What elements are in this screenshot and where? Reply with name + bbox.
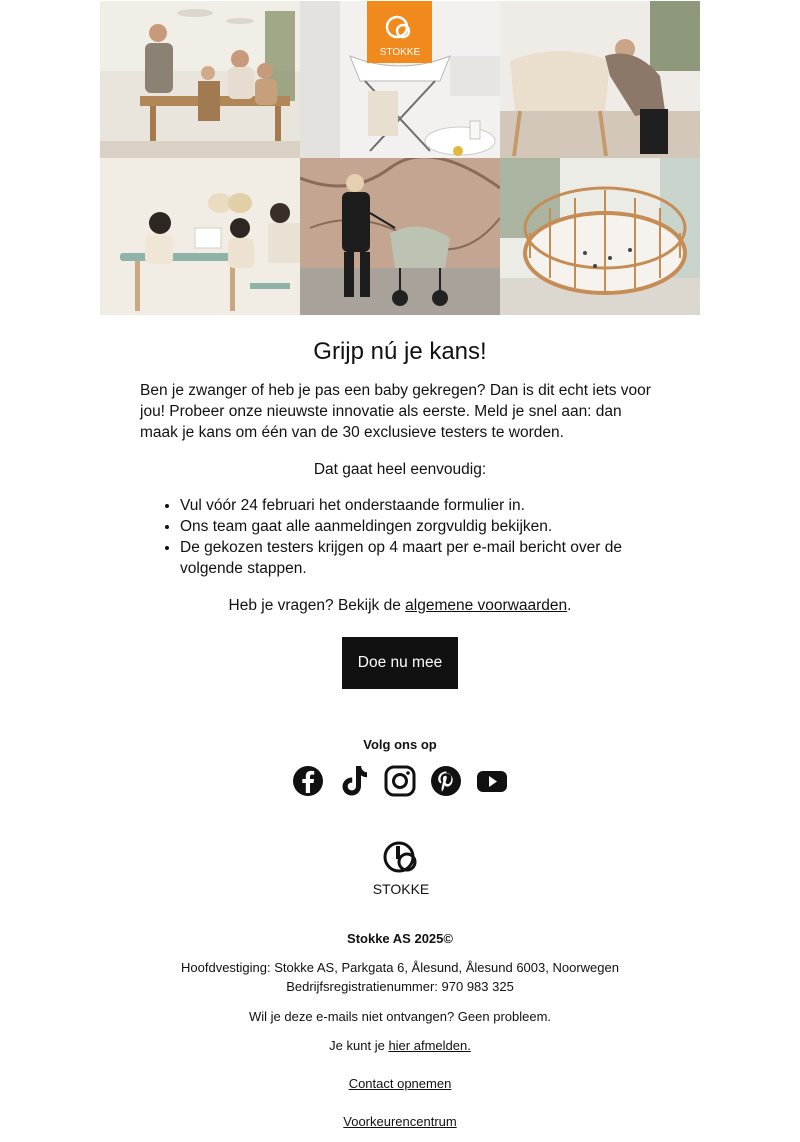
questions-line <box>0 595 800 616</box>
steps-list <box>140 495 660 579</box>
stroller-walk-photo <box>300 158 500 315</box>
copyright: Stokke AS 2025© <box>347 931 453 946</box>
step-item: • De gekozen testers krijgen op 4 maart per e-mail bericht over de volgende stappen. <box>180 537 660 579</box>
contact-link[interactable]: Contact opnemen <box>348 1076 452 1091</box>
family-dining-photo <box>100 1 300 158</box>
questions-suffix: . <box>567 597 572 614</box>
youtube-icon[interactable] <box>474 763 510 799</box>
stokke-logo <box>370 840 432 898</box>
address: Hoofdvestiging: Stokke AS, Parkgata 6, Ålesund, Ålesund 6003, Noorwegen <box>181 960 619 975</box>
terms-link[interactable]: algemene voorwaarden <box>405 597 568 614</box>
badge-text: STOKKE <box>379 47 421 58</box>
facebook-icon[interactable] <box>290 763 326 799</box>
kids-table-photo <box>100 158 300 315</box>
follow-heading: Volg ons op <box>363 737 437 752</box>
unsubscribe-link[interactable]: hier afmelden. <box>388 1038 471 1053</box>
registration-number: Bedrijfsregistratienummer: 970 983 325 <box>286 979 514 994</box>
headline: Grijp nú je kans! <box>313 338 487 365</box>
no-emails-text: Wil je deze e-mails niet ontvangen? Geen probleem. <box>248 1009 552 1024</box>
round-crib-photo <box>500 158 700 315</box>
tiktok-icon[interactable] <box>336 763 372 799</box>
bath-stand-photo <box>300 1 500 158</box>
step-item: • Vul vóór 24 februari het onderstaande formulier in. <box>180 495 660 516</box>
bassinet-photo <box>500 1 700 158</box>
step-item: • Ons team gaat alle aanmeldingen zorgvuldig bekijken. <box>180 516 660 537</box>
pinterest-icon[interactable] <box>428 763 464 799</box>
unsubscribe-prefix: Je kunt je <box>329 1038 389 1053</box>
simple-line: Dat gaat heel eenvoudig: <box>313 461 487 478</box>
hero-photo-grid <box>100 1 700 315</box>
social-links <box>290 763 510 799</box>
logo-text: STOKKE <box>372 881 430 897</box>
preferences-line <box>0 1112 800 1131</box>
intro-paragraph: Ben je zwanger of heb je pas een baby gekregen? Dan is dit echt iets voor jou! Probeer onze nieuwste innovatie als eerste. Meld je snel aan: dan maak je kans om één van de 30 exclusieve testers te worden. <box>140 382 651 441</box>
contact-line <box>0 1074 800 1093</box>
instagram-icon[interactable] <box>382 763 418 799</box>
questions-prefix: Heb je vragen? Bekijk de <box>228 597 406 614</box>
preferences-link[interactable]: Voorkeurencentrum <box>343 1114 457 1129</box>
join-button[interactable]: Doe nu mee <box>342 637 458 689</box>
unsubscribe-line <box>0 1036 800 1055</box>
